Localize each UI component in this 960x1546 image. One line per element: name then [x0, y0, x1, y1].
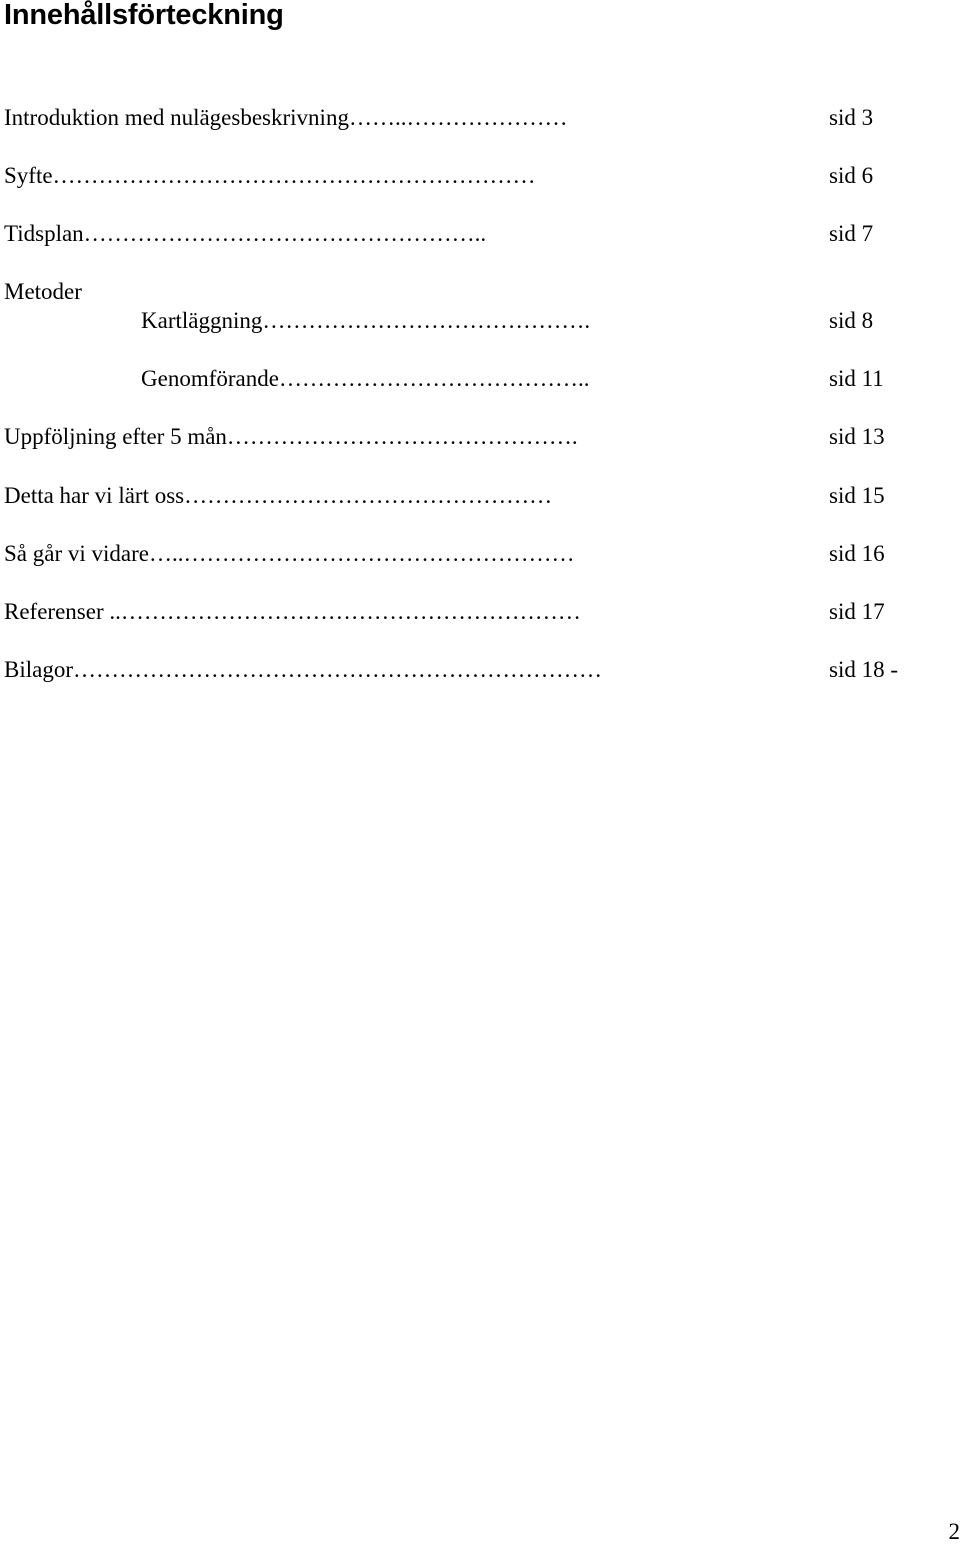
toc-page-syfte: sid 6: [829, 162, 873, 190]
toc-entry-tidsplan: Tidsplan……………………………………………..: [4, 220, 486, 248]
toc-page-kartlaggning: sid 8: [829, 307, 873, 335]
toc-entry-bilagor: Bilagor……………………………………………………………: [4, 656, 602, 684]
toc-page-vidare: sid 16: [829, 540, 885, 568]
toc-page-introduktion: sid 3: [829, 104, 873, 132]
toc-entry-syfte: Syfte………………………………………………………: [4, 162, 536, 190]
toc-entry-uppfoljning: Uppföljning efter 5 mån……………………………………….: [4, 423, 578, 451]
toc-page-tidsplan: sid 7: [829, 220, 873, 248]
toc-heading-metoder: Metoder: [4, 278, 82, 306]
toc-entry-lart: Detta har vi lärt oss…………………………………………: [4, 482, 552, 510]
toc-entry-vidare: Så går vi vidare…..……………………………………………: [4, 540, 574, 568]
toc-entry-kartlaggning: Kartläggning…………………………………….: [141, 307, 590, 335]
toc-page-referenser: sid 17: [829, 598, 885, 626]
toc-page-bilagor: sid 18 -: [829, 656, 898, 684]
toc-entry-referenser: Referenser ..……………………………………………………: [4, 598, 581, 626]
page-title: Innehållsförteckning: [4, 0, 284, 32]
toc-page-genomforande: sid 11: [829, 365, 884, 393]
toc-entry-introduktion: Introduktion med nulägesbeskrivning……..…………………: [4, 104, 567, 132]
toc-entry-genomforande: Genomförande…………………………………..: [141, 365, 589, 393]
toc-page-lart: sid 15: [829, 482, 885, 510]
page-number: 2: [949, 1518, 960, 1546]
toc-page-uppfoljning: sid 13: [829, 423, 885, 451]
